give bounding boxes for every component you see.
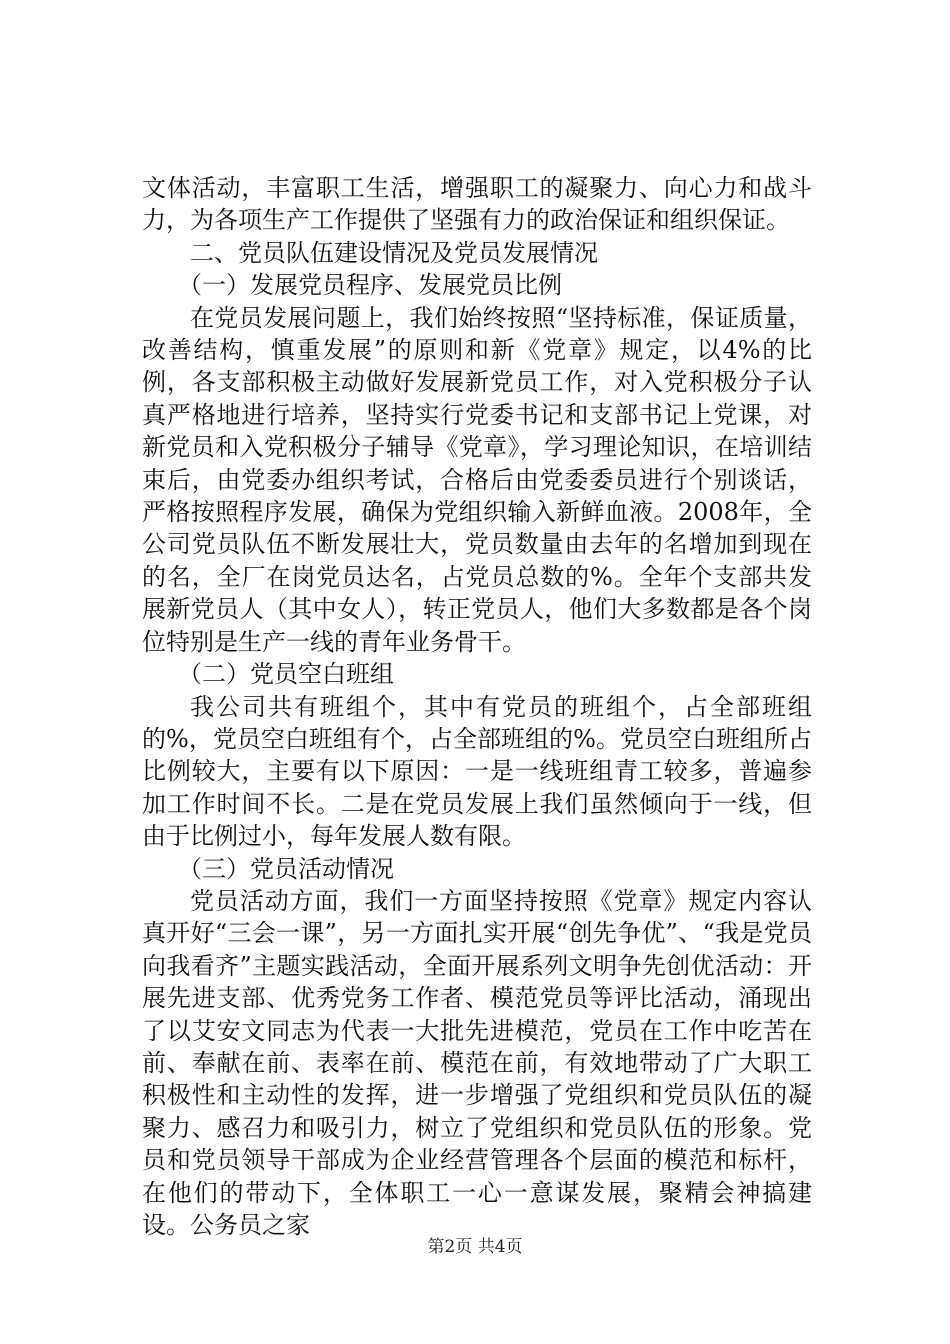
document-body bbox=[142, 172, 812, 1241]
paragraph-member-development: 在党员发展问题上，我们始终按照“坚持标准，保证质量，改善结构，慎重发展”的原则和新《党章》规定，以4%的比例，各支部积极主动做好发展新党员工作，对入党积极分子认真严格地进行培养，坚持实行党委书记和支部书记上党课，对新党员和入党积极分子辅导《党章》，学习理论知识，在培训结束后，由党委办组织考试，合格后由党委委员进行个别谈话，严格按照程序发展，确保为党组织输入新鲜血液。2008年，全公司党员队伍不断发展壮大，党员数量由去年的名增加到现在的名，全厂在岗党员达名，占党员总数的%。全年个支部共发展新党员人（其中女人），转正党员人，他们大多数都是各个岗位特别是生产一线的青年业务骨干。 bbox=[142, 303, 812, 656]
paragraph-continuation: 文体活动，丰富职工生活，增强职工的凝聚力、向心力和战斗力，为各项生产工作提供了坚强有力的政治保证和组织保证。 bbox=[142, 174, 812, 235]
page-number-footer: 第2页 共4页 bbox=[427, 1237, 523, 1257]
subheading-2: （二）党员空白班组 bbox=[178, 660, 394, 689]
paragraph-blank-teams: 我公司共有班组个，其中有党员的班组个，占全部班组的%，党员空白班组有个，占全部班组的%。党员空白班组所占比例较大，主要有以下原因：一是一线班组青工较多，普遍参加工作时间不长。二是在党员发展上我们虽然倾向于一线，但由于比例过小，每年发展人数有限。 bbox=[142, 692, 812, 851]
section-heading-2: 二、党员队伍建设情况及党员发展情况 bbox=[190, 238, 598, 267]
subheading-3: （三）党员活动情况 bbox=[178, 854, 394, 883]
paragraph-member-activities: 党员活动方面，我们一方面坚持按照《党章》规定内容认真开好“三会一课”，另一方面扎实开展“创先争优”、“我是党员向我看齐”主题实践活动，全面开展系列文明争先创优活动：开展先进支部、优秀党务工作者、模范党员等评比活动，涌现出了以艾安文同志为代表一大批先进模范，党员在工作中吃苦在前、奉献在前、表率在前、模范在前，有效地带动了广大职工积极性和主动性的发挥，进一步增强了党组织和党员队伍的凝聚力、感召力和吸引力，树立了党组织和党员队伍的形象。党员和党员领导干部成为企业经营管理各个层面的模范和标杆，在他们的带动下，全体职工一心一意谋发展，聚精会神搞建设。公务员之家 bbox=[142, 886, 812, 1239]
subheading-1: （一）发展党员程序、发展党员比例 bbox=[178, 271, 562, 300]
